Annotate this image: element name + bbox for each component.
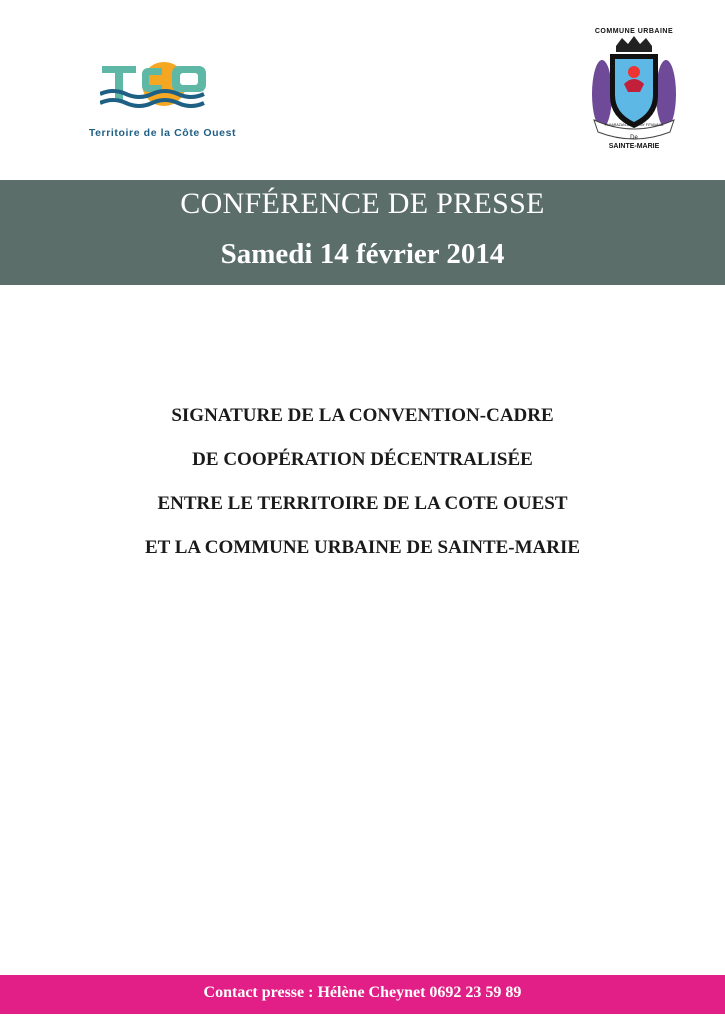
subject-line: ET LA COMMUNE URBAINE DE SAINTE-MARIE (144, 537, 581, 558)
subject-line: ENTRE LE TERRITOIRE DE LA COTE OUEST (157, 493, 568, 514)
sainte-marie-seal (588, 24, 680, 159)
subject-block (0, 404, 725, 580)
tco-logo (60, 60, 265, 145)
tco-logo-caption: Territoire de la Côte Ouest (88, 127, 237, 139)
subject-line: SIGNATURE DE LA CONVENTION-CADRE (171, 405, 554, 426)
press-contact: Contact presse : Hélène Cheynet 0692 23 59 89 (203, 984, 522, 1001)
event-date: Samedi 14 février 2014 (220, 238, 505, 270)
tco-logo-mark (100, 60, 230, 120)
seal-bottom-de: De (630, 135, 638, 141)
seal-top-text: COMMUNE URBAINE (594, 28, 674, 35)
seal-motto: FAHARAZAN-DRENY NY FITIAVANA (604, 123, 664, 127)
subject-line: DE COOPÉRATION DÉCENTRALISÉE (192, 449, 533, 470)
seal-bottom-name: SAINTE-MARIE (608, 143, 660, 150)
page-title: CONFÉRENCE DE PRESSE (180, 187, 545, 220)
